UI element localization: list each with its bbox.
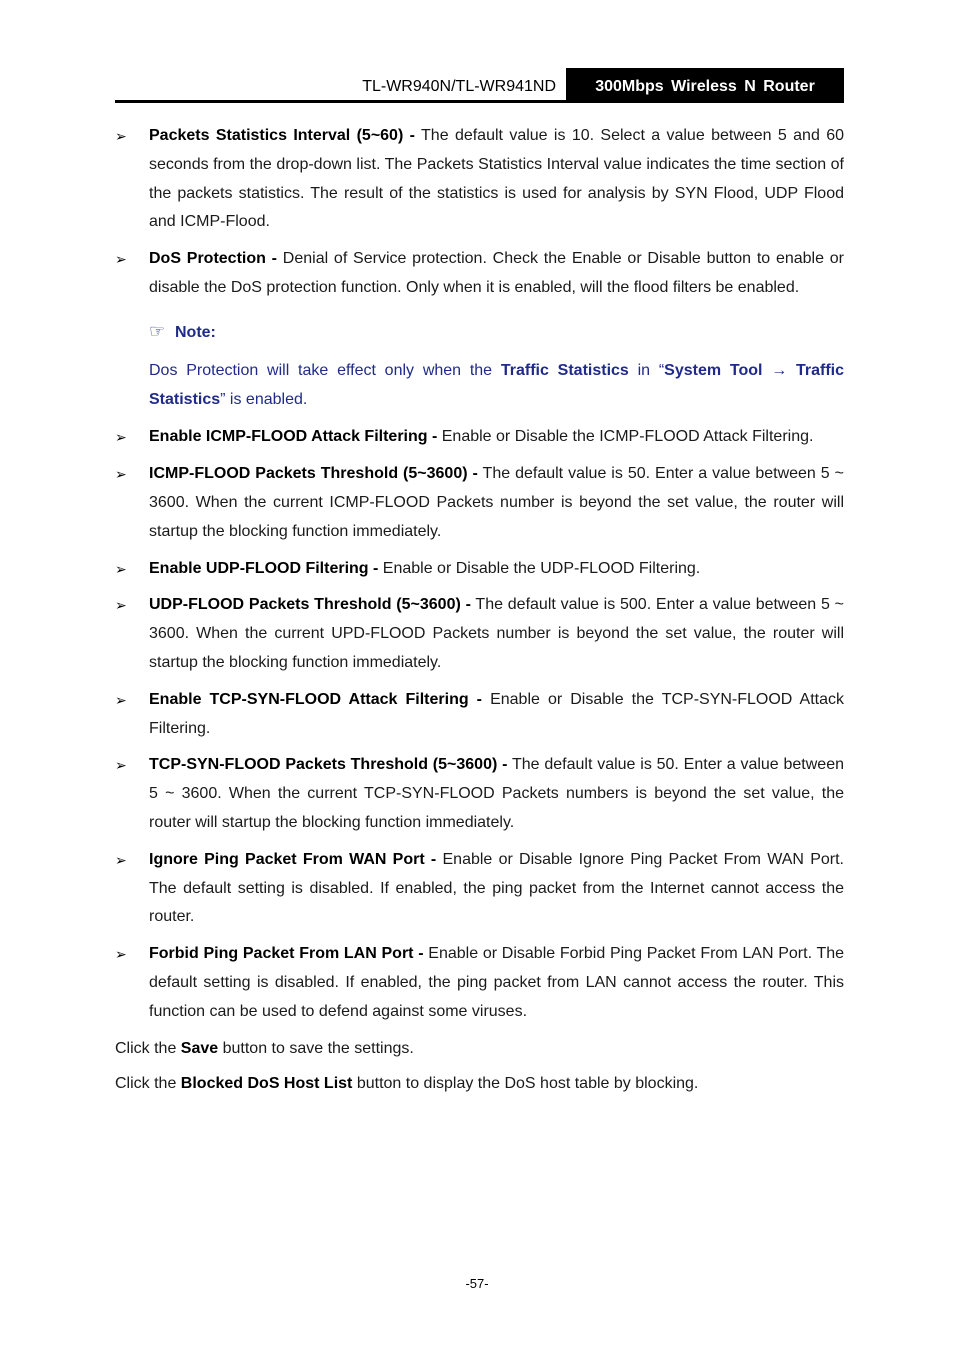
item-term: TCP-SYN-FLOOD Packets Threshold (5~3600) - bbox=[149, 756, 508, 774]
list-item bbox=[115, 686, 844, 744]
arrow-bullet-icon: ➢ bbox=[115, 946, 127, 963]
instruction-paragraph: Click the Save button to save the settings. bbox=[115, 1039, 414, 1057]
arrow-bullet-icon: ➢ bbox=[115, 851, 127, 868]
list-item bbox=[115, 460, 844, 546]
item-term: Ignore Ping Packet From WAN Port - bbox=[149, 850, 437, 868]
list-item bbox=[115, 751, 844, 837]
instruction-paragraph: Click the Blocked DoS Host List button to display the DoS host table by blocking. bbox=[115, 1075, 699, 1093]
arrow-bullet-icon: ➢ bbox=[115, 597, 127, 614]
item-term: Enable UDP-FLOOD Filtering - bbox=[149, 559, 379, 577]
arrow-bullet-icon: ➢ bbox=[115, 560, 127, 577]
arrow-bullet-icon: ➢ bbox=[115, 466, 127, 483]
list-item bbox=[115, 846, 844, 932]
item-text: The default value is 50. Enter a value between 5 ~ 3600. When the current TCP-SYN-FLOOD Packets numbers is beyond the set value, the router will startup the blocking function immediately. bbox=[149, 756, 844, 831]
list-item bbox=[115, 555, 844, 584]
arrow-bullet-icon: ➢ bbox=[115, 429, 127, 446]
list-item bbox=[115, 122, 844, 237]
item-term: Enable TCP-SYN-FLOOD Attack Filtering - bbox=[149, 690, 483, 708]
item-text: Enable or Disable the ICMP-FLOOD Attack Filtering. bbox=[437, 428, 814, 446]
arrow-bullet-icon: ➢ bbox=[115, 251, 127, 268]
item-text: The default value is 50. Enter a value between 5 ~ 3600. When the current ICMP-FLOOD Packets number is beyond the set value, the router will startup the blocking function immediately. bbox=[149, 465, 845, 540]
product-banner: 300Mbps Wireless N Router bbox=[566, 68, 844, 100]
item-text: The default value is 10. Select a value between 5 and 60 seconds from the drop-down list. The Packets Statistics Interval value indicates the time section of the packets statistics. The result of the statistics is used for analysis by SYN Flood, UDP Flood and ICMP-Flood. bbox=[149, 127, 844, 231]
arrow-bullet-icon: ➢ bbox=[115, 757, 127, 774]
item-term: ICMP-FLOOD Packets Threshold (5~3600) - bbox=[149, 465, 478, 483]
document-body bbox=[115, 122, 844, 1106]
list-item bbox=[115, 423, 844, 452]
note-title: ☞ Note: bbox=[149, 320, 216, 341]
list-item bbox=[115, 591, 844, 677]
arrow-bullet-icon: ➢ bbox=[115, 128, 127, 144]
item-term: Forbid Ping Packet From LAN Port - bbox=[149, 945, 424, 963]
item-term: DoS Protection - bbox=[149, 250, 278, 268]
item-text: Enable or Disable the UDP-FLOOD Filtering. bbox=[378, 559, 701, 577]
page-header bbox=[115, 68, 844, 103]
note-text: Dos Protection will take effect only when the Traffic Statistics in “System Tool → Traffic Statistics” is enabled. bbox=[149, 361, 845, 408]
item-term: UDP-FLOOD Packets Threshold (5~3600) - bbox=[149, 596, 471, 614]
page-number: -57- bbox=[465, 1276, 489, 1291]
item-text: Enable or Disable the TCP-SYN-FLOOD Attack Filtering. bbox=[149, 690, 844, 737]
note-box bbox=[115, 321, 844, 415]
pointing-hand-icon: ☞ bbox=[149, 320, 166, 341]
model-name: TL-WR940N/TL-WR941ND bbox=[362, 78, 556, 95]
arrow-right-icon: → bbox=[762, 361, 796, 379]
item-term: Packets Statistics Interval (5~60) - bbox=[149, 127, 415, 144]
item-text: Enable or Disable Forbid Ping Packet From LAN Port. The default setting is disabled. If enabled, the ping packet from LAN cannot access the router. This function can be used to defend against some viruses. bbox=[149, 945, 845, 1020]
list-item bbox=[115, 940, 844, 1026]
item-text: Enable or Disable Ignore Ping Packet From WAN Port. The default setting is disabled. If enabled, the ping packet from the Internet cannot access the router. bbox=[149, 850, 844, 926]
item-text: The default value is 500. Enter a value between 5 ~ 3600. When the current UPD-FLOOD Packets number is beyond the set value, the router will startup the blocking function immediately. bbox=[149, 596, 845, 671]
item-text: Denial of Service protection. Check the Enable or Disable button to enable or disable the DoS protection function. Only when it is enabled, will the flood filters be enabled. bbox=[149, 250, 845, 296]
item-term: Enable ICMP-FLOOD Attack Filtering - bbox=[149, 428, 438, 446]
list-item bbox=[115, 245, 844, 303]
arrow-bullet-icon: ➢ bbox=[115, 691, 127, 708]
